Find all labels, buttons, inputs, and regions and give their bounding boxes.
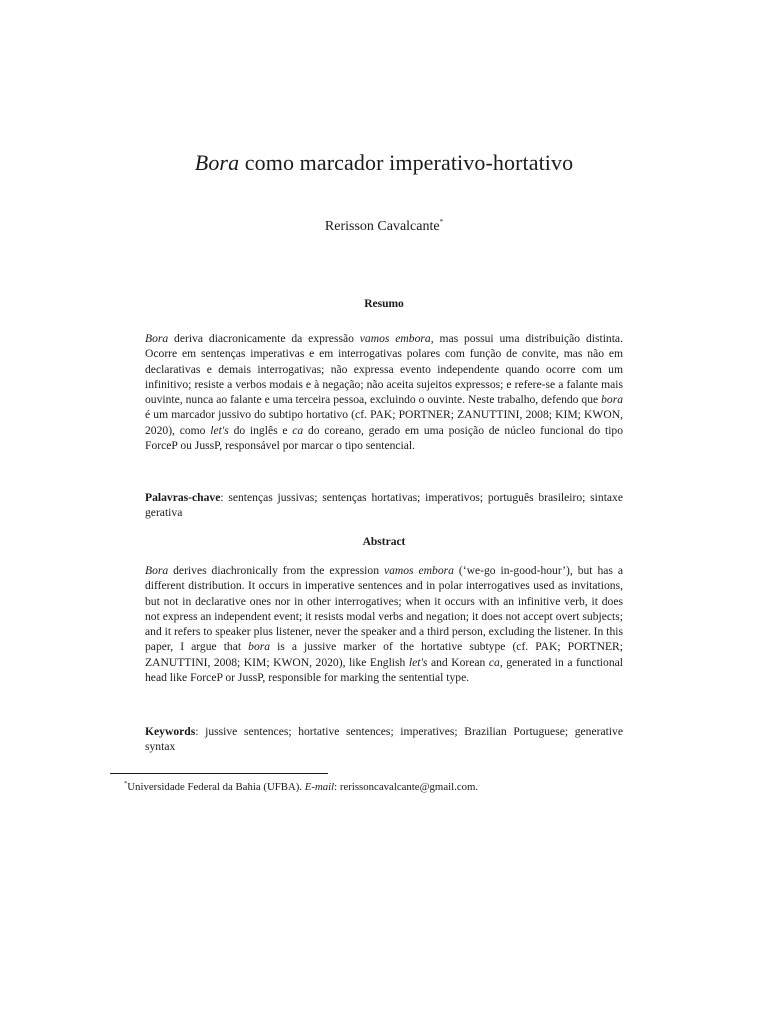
italic-term: bora [248, 640, 271, 654]
palavras-chave-text: : sentenças jussivas; sentenças hortativas; imperativos; português brasileiro; sintaxe gerativa [145, 491, 623, 520]
title-italic: Bora [194, 150, 240, 175]
footnote-email: : rerissoncavalcante@gmail.com. [334, 781, 479, 793]
italic-term: let's [210, 423, 229, 437]
paper-title [0, 150, 768, 176]
palavras-chave-label: Palavras-chave [145, 491, 221, 504]
title-rest: como marcador imperativo-hortativo [239, 150, 574, 175]
text-run: (‘we-go in-good-hour’), but has a different distribution. It occurs in imperative sentences and in polar interrogatives used as invitations, but not in declarative ones nor in other interrogatives; when it occurs with an infinitive verb, it does not express an independent event; it resists modal verbs and negation; it does not accept overt subjects; and it refers to speaker plus listener, never the speaker and a third person, excluding the listener. In this paper, I argue that [145, 564, 623, 654]
footnote-affiliation: Universidade Federal da Bahia (UFBA). [127, 781, 305, 793]
footnote [124, 777, 684, 794]
text-run: , generated in a functional head like ForceP or JussP, responsible for marking the sentential type. [145, 655, 623, 685]
author-name: Rerisson Cavalcante [324, 219, 440, 234]
abstract-heading: Abstract [362, 536, 406, 548]
italic-term: ca [292, 423, 304, 437]
text-run: do inglês e [228, 423, 293, 437]
italic-term: vamos embora [383, 564, 454, 577]
italic-term: bora [601, 393, 623, 407]
footnote-email-label: E-mail [304, 781, 335, 793]
keywords-text: : jussive sentences; hortative sentences; imperatives; Brazilian Portuguese; generative syntax [145, 725, 623, 754]
abstract-body [145, 563, 623, 685]
text-run: é um marcador jussivo do subtipo hortativo (cf. PAK; PORTNER; ZANUTTINI, 2008; KIM; KWON, 2020), como [145, 408, 623, 437]
footnote-divider [110, 773, 328, 774]
footnote-mark: * [124, 780, 128, 787]
resumo-body [145, 331, 623, 453]
text-run: derives diachronically from the expression [168, 564, 384, 577]
keywords-label: Keywords [145, 725, 196, 738]
text-run: do coreano, gerado em uma posição de núcleo funcional do tipo ForceP ou JussP, responsável por marcar o tipo sentencial. [145, 423, 624, 453]
italic-term: let's [408, 655, 428, 669]
italic-term: vamos embora [359, 332, 431, 345]
italic-term: Bora [145, 564, 169, 577]
keywords [145, 724, 623, 755]
author-line [0, 218, 768, 235]
italic-term: Bora [145, 332, 169, 345]
text-run: and Korean [427, 655, 489, 669]
author-footnote-mark: * [439, 218, 444, 226]
resumo-heading: Resumo [364, 298, 404, 310]
text-run: is a jussive marker of the hortative subtype (cf. PAK; PORTNER; ZANUTTINI, 2008; KIM; KWON, 2020), like English [145, 640, 623, 669]
palavras-chave [145, 490, 623, 521]
italic-term: ca [488, 655, 500, 669]
text-run: , mas possui uma distribuição distinta. Ocorre em sentenças imperativas e em interrogativas polares com função de convite, mas não em declarativas e demais interrogativas; não expressa evento independente quando ocorre com um infinitivo; resiste a verbos modais e à negação; não aceita sujeitos expressos; e refere-se a falante mais ouvinte, nunca ao falante e uma terceira pessoa, excluindo o ouvinte. Neste trabalho, defendo que [145, 332, 623, 407]
text-run: deriva diacronicamente da expressão [168, 332, 360, 345]
